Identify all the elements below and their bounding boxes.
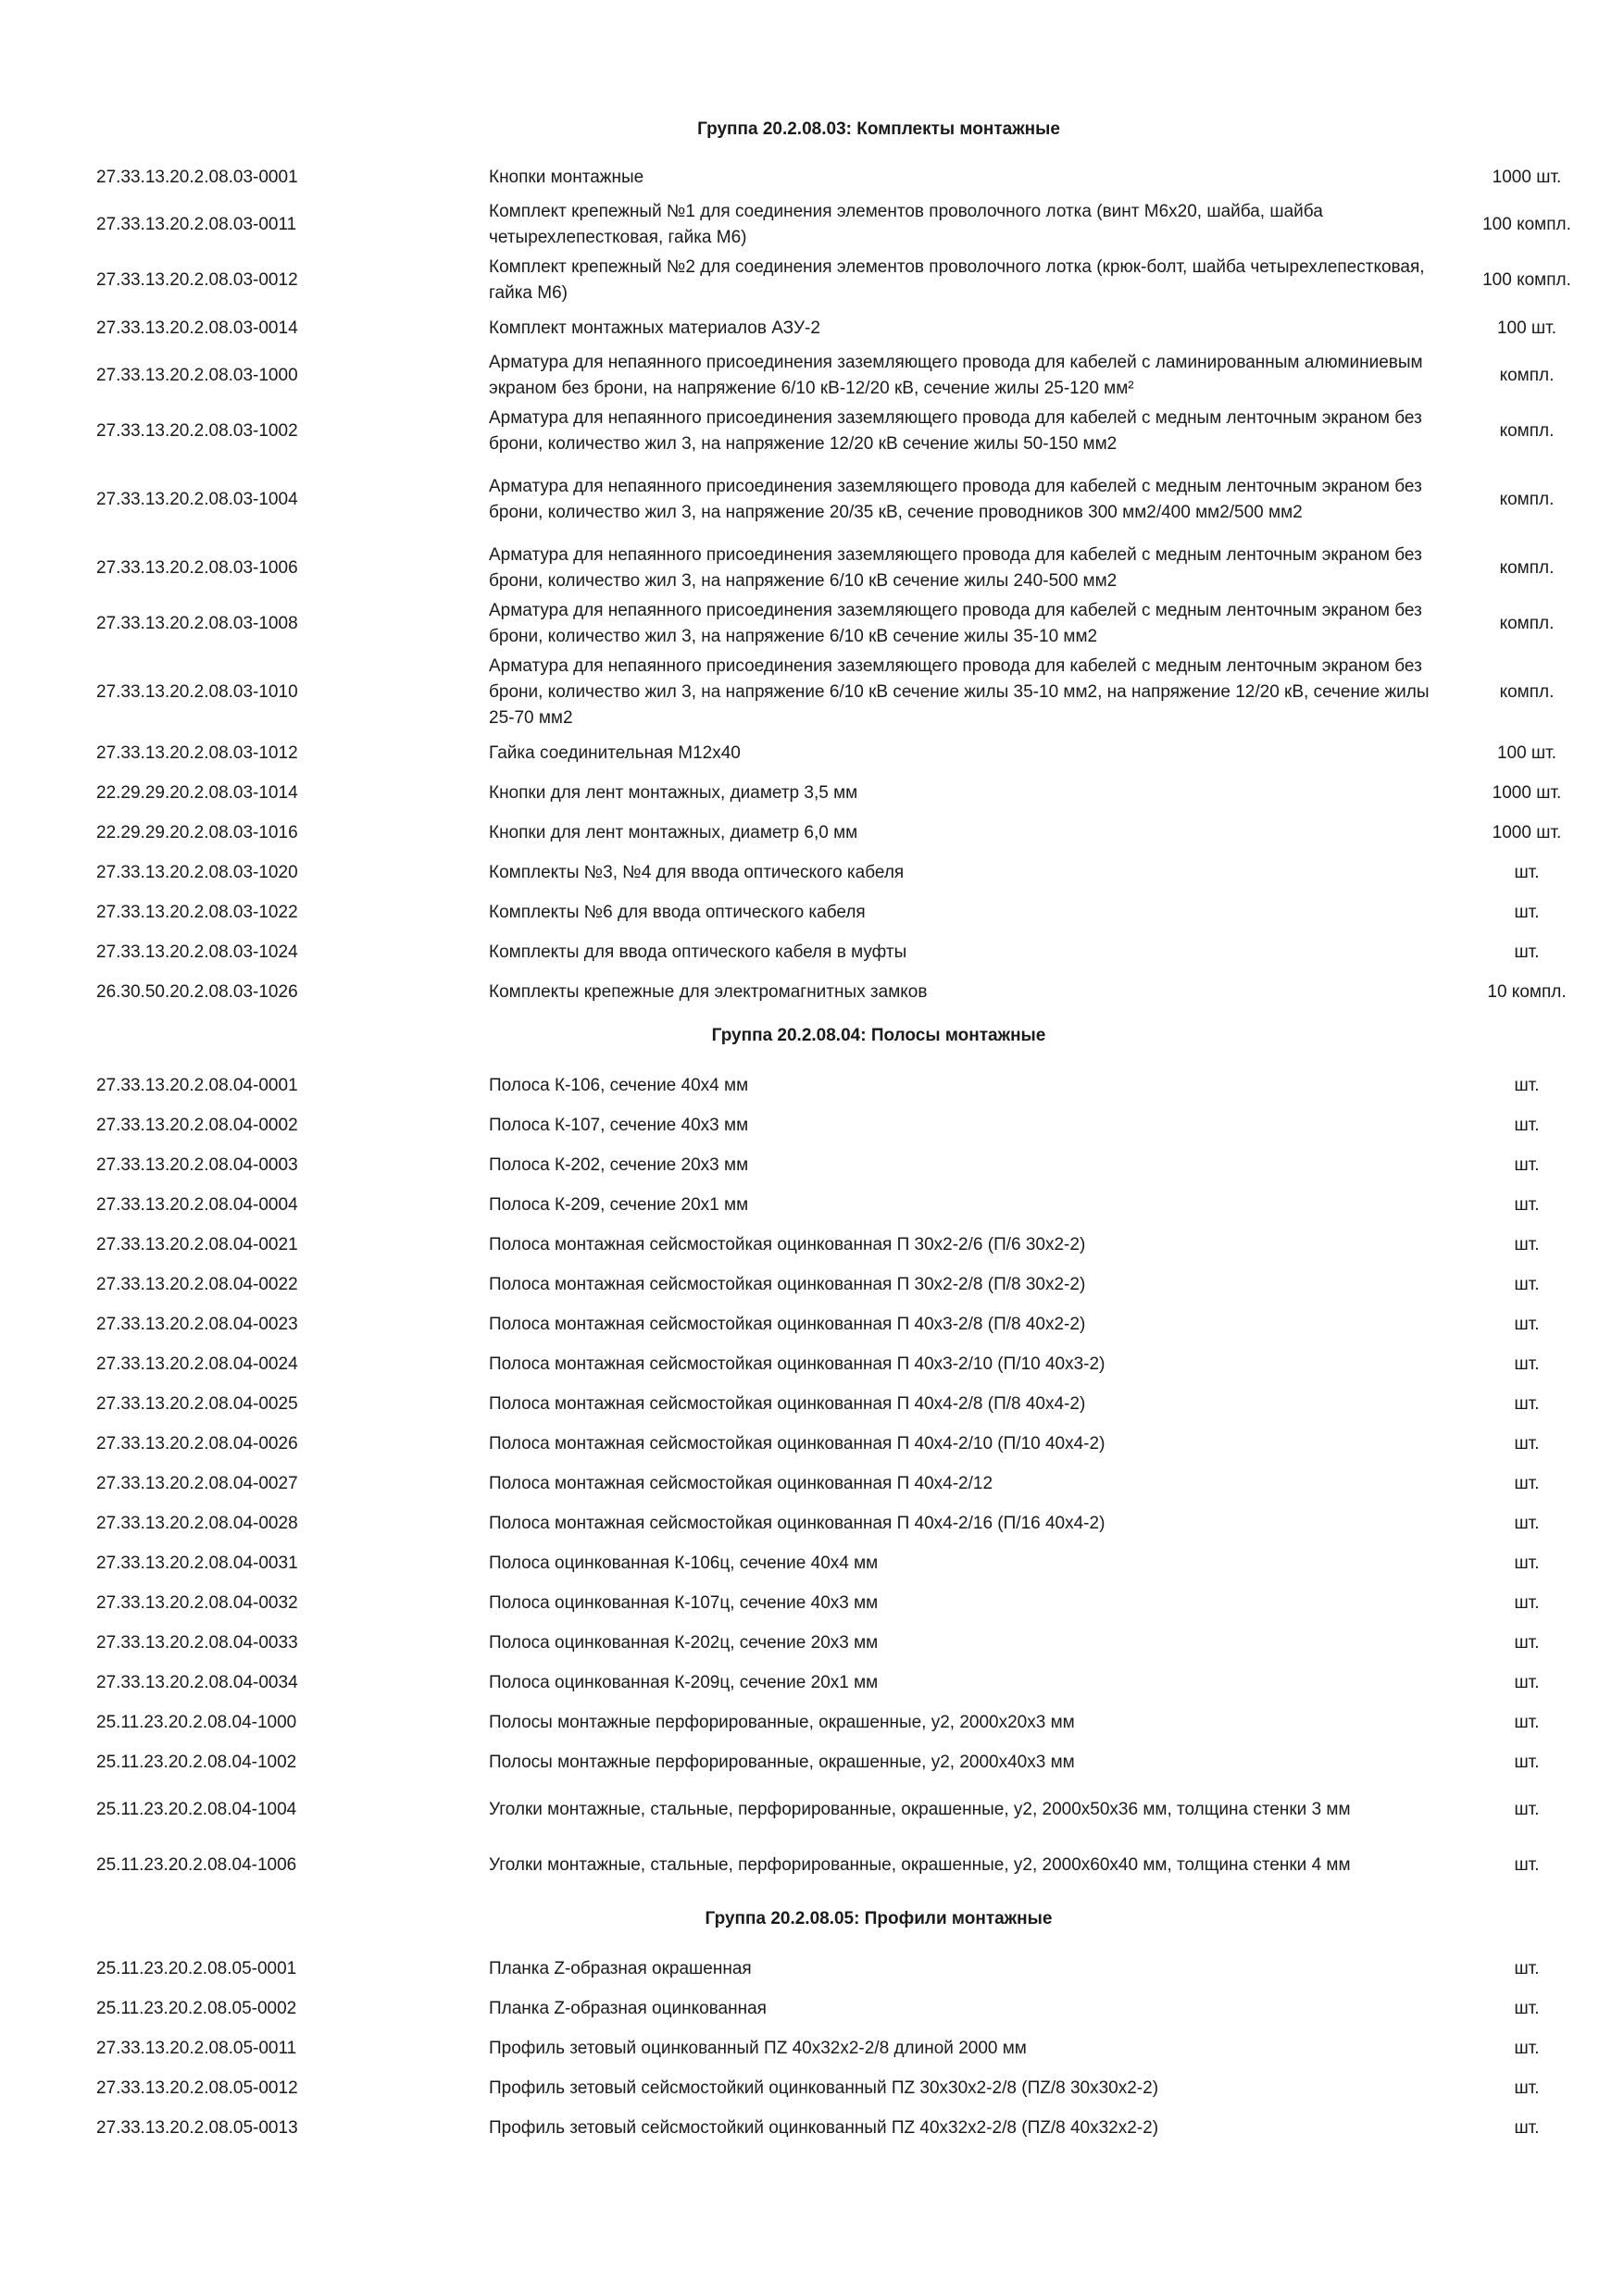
item-code: 27.33.13.20.2.08.03-1008 <box>96 614 298 633</box>
table-row <box>96 1742 1587 1782</box>
item-name: Полоса монтажная сейсмостойкая оцинкованная П 30х2-2/8 (П/8 30х2-2) <box>489 1274 1086 1294</box>
group-title: Группа 20.2.08.03: Комплекты монтажные <box>697 119 1060 139</box>
item-code: 27.33.13.20.2.08.04-0003 <box>96 1154 298 1175</box>
table-row <box>96 733 1587 773</box>
item-code: 27.33.13.20.2.08.03-0012 <box>96 270 298 290</box>
group-section <box>96 1893 1587 2148</box>
item-unit: шт. <box>1514 1712 1540 1732</box>
item-code: 27.33.13.20.2.08.05-0011 <box>96 2038 297 2058</box>
item-unit: шт. <box>1514 1672 1540 1692</box>
table-row <box>96 253 1587 308</box>
table-row <box>96 652 1587 733</box>
item-unit: шт. <box>1514 1274 1540 1294</box>
table-row <box>96 932 1587 972</box>
item-unit: 100 шт. <box>1496 742 1557 763</box>
item-name: Комплекты крепежные для электромагнитных замков <box>489 981 928 1002</box>
item-name: Полосы монтажные перфорированные, окрашенные, у2, 2000х40х3 мм <box>489 1752 1075 1772</box>
item-name: Комплект крепежный №2 для соединения элементов проволочного лотка (крюк-болт, шайба четырехлепестковая, гайка М6) <box>489 257 1425 303</box>
item-code: 27.33.13.20.2.08.04-0023 <box>96 1314 298 1334</box>
item-unit: 1000 шт. <box>1492 782 1562 803</box>
item-code: 25.11.23.20.2.08.05-0001 <box>96 1958 297 1978</box>
item-name: Профиль зетовый сейсмостойкий оцинкованный ПZ 30х30х2-2/8 (ПZ/8 30х30х2-2) <box>489 2078 1159 2098</box>
item-name: Полосы монтажные перфорированные, окрашенные, у2, 2000х20х3 мм <box>489 1712 1075 1732</box>
table-row <box>96 773 1587 813</box>
group-title: Группа 20.2.08.04: Полосы монтажные <box>711 1026 1046 1045</box>
table-row <box>96 157 1587 197</box>
item-unit: шт. <box>1514 2078 1540 2098</box>
item-code: 27.33.13.20.2.08.04-0026 <box>96 1433 298 1454</box>
item-code: 27.33.13.20.2.08.04-0027 <box>96 1473 298 1493</box>
table-row <box>96 348 1587 404</box>
item-name: Полоса К-106, сечение 40х4 мм <box>489 1075 749 1095</box>
item-name: Комплекты для ввода оптического кабеля в муфты <box>489 942 907 962</box>
item-unit: шт. <box>1514 1234 1540 1254</box>
table-row <box>96 1424 1587 1464</box>
item-unit: шт. <box>1514 1513 1540 1533</box>
item-name: Арматура для непаянного присоединения заземляющего провода для кабелей с медным ленточным экраном без брони, количество жил 3, на напряжение 12/20 кВ сечение жилы 50-150 мм2 <box>489 408 1422 454</box>
item-name: Полоса монтажная сейсмостойкая оцинкованная П 40х4-2/8 (П/8 40х4-2) <box>489 1393 1086 1414</box>
item-unit: компл. <box>1499 421 1555 441</box>
table-row <box>96 1989 1587 2028</box>
item-unit: шт. <box>1514 1592 1540 1613</box>
table-row <box>96 1225 1587 1265</box>
item-unit: 100 компл. <box>1482 270 1571 290</box>
item-code: 27.33.13.20.2.08.04-0033 <box>96 1632 298 1653</box>
item-unit: 1000 шт. <box>1492 822 1562 842</box>
table-row <box>96 1949 1587 1989</box>
item-name: Полоса монтажная сейсмостойкая оцинкованная П 40х3-2/8 (П/8 40х2-2) <box>489 1314 1086 1334</box>
item-code: 25.11.23.20.2.08.04-1000 <box>96 1712 297 1732</box>
item-name: Профиль зетовый сейсмостойкий оцинкованный ПZ 40х32х2-2/8 (ПZ/8 40х32х2-2) <box>489 2117 1159 2138</box>
table-row <box>96 892 1587 932</box>
item-name: Арматура для непаянного присоединения заземляющего провода для кабелей с медным ленточным экраном без брони, количество жил 3, на напряжение 6/10 кВ сечение жилы 35-10 мм2 <box>489 601 1422 646</box>
item-code: 27.33.13.20.2.08.03-1000 <box>96 366 298 385</box>
table-row <box>96 1145 1587 1185</box>
table-row <box>96 1504 1587 1543</box>
item-unit: шт. <box>1514 1752 1540 1772</box>
item-code: 25.11.23.20.2.08.04-1002 <box>96 1752 297 1772</box>
item-code: 27.33.13.20.2.08.03-0001 <box>96 167 298 187</box>
item-name: Кнопки для лент монтажных, диаметр 3,5 мм <box>489 782 858 803</box>
table-row <box>96 2068 1587 2108</box>
item-name: Полоса К-209, сечение 20х1 мм <box>489 1194 749 1215</box>
item-code: 27.33.13.20.2.08.03-1006 <box>96 558 298 578</box>
item-code: 27.33.13.20.2.08.04-0024 <box>96 1354 298 1374</box>
item-code: 27.33.13.20.2.08.04-0028 <box>96 1513 298 1533</box>
item-unit: шт. <box>1514 1632 1540 1653</box>
item-name: Планка Z-образная окрашенная <box>489 1958 752 1978</box>
item-name: Полоса монтажная сейсмостойкая оцинкованная П 30х2-2/6 (П/6 30х2-2) <box>489 1234 1086 1254</box>
item-unit: шт. <box>1514 1194 1540 1215</box>
item-unit: шт. <box>1514 1958 1540 1978</box>
table-row <box>96 1304 1587 1344</box>
table-row <box>96 1782 1587 1838</box>
item-name: Полоса монтажная сейсмостойкая оцинкованная П 40х4-2/16 (П/16 40х4-2) <box>489 1513 1106 1533</box>
item-code: 27.33.13.20.2.08.04-0034 <box>96 1672 298 1692</box>
item-code: 27.33.13.20.2.08.04-0021 <box>96 1234 298 1254</box>
table-row <box>96 308 1587 348</box>
table-row <box>96 1384 1587 1424</box>
table-row <box>96 853 1587 892</box>
item-unit: шт. <box>1514 1800 1540 1819</box>
item-unit: шт. <box>1514 1115 1540 1135</box>
item-code: 27.33.13.20.2.08.03-1020 <box>96 862 298 882</box>
group-title: Группа 20.2.08.05: Профили монтажные <box>705 1909 1053 1928</box>
table-row <box>96 1583 1587 1623</box>
item-code: 25.11.23.20.2.08.05-0002 <box>96 1998 297 2018</box>
item-code: 27.33.13.20.2.08.04-0025 <box>96 1393 298 1414</box>
item-name: Полоса оцинкованная К-107ц, сечение 40х3 мм <box>489 1592 879 1613</box>
item-unit: компл. <box>1499 490 1555 509</box>
table-row <box>96 404 1587 459</box>
table-row <box>96 1105 1587 1145</box>
item-unit: шт. <box>1514 1075 1540 1095</box>
item-unit: шт. <box>1514 2038 1540 2058</box>
item-code: 27.33.13.20.2.08.03-1024 <box>96 942 298 962</box>
table-row <box>96 1838 1587 1893</box>
item-unit: шт. <box>1514 942 1540 962</box>
item-code: 22.29.29.20.2.08.03-1016 <box>96 822 298 842</box>
item-name: Арматура для непаянного присоединения заземляющего провода для кабелей с ламинированным алюминиевым экраном без брони, на напряжение 6/10 кВ-12/20 кВ, сечение жилы 25-120 мм² <box>489 353 1423 398</box>
item-name: Уголки монтажные, стальные, перфорированные, окрашенные, у2, 2000х50х36 мм, толщина стенки 3 мм <box>489 1800 1351 1819</box>
item-table <box>96 157 1587 1012</box>
item-name: Комплекты №3, №4 для ввода оптического кабеля <box>489 862 905 882</box>
item-code: 27.33.13.20.2.08.03-1022 <box>96 902 298 922</box>
item-name: Полоса монтажная сейсмостойкая оцинкованная П 40х3-2/10 (П/10 40х3-2) <box>489 1354 1106 1374</box>
item-unit: шт. <box>1514 1855 1540 1875</box>
item-unit: компл. <box>1499 558 1555 578</box>
item-code: 27.33.13.20.2.08.03-1010 <box>96 682 298 702</box>
item-code: 27.33.13.20.2.08.04-0022 <box>96 1274 298 1294</box>
item-unit: 100 компл. <box>1482 215 1571 234</box>
item-unit: шт. <box>1514 1354 1540 1374</box>
table-row <box>96 1344 1587 1384</box>
item-unit: шт. <box>1514 1473 1540 1493</box>
item-code: 27.33.13.20.2.08.03-0014 <box>96 318 298 338</box>
table-row <box>96 813 1587 853</box>
group-section <box>96 117 1587 1012</box>
item-unit: шт. <box>1514 2117 1540 2138</box>
item-unit: шт. <box>1514 1553 1540 1573</box>
item-name: Полоса монтажная сейсмостойкая оцинкованная П 40х4-2/12 <box>489 1473 993 1493</box>
table-row <box>96 459 1587 541</box>
item-code: 27.33.13.20.2.08.05-0013 <box>96 2117 298 2138</box>
group-section <box>96 1012 1587 1893</box>
item-code: 27.33.13.20.2.08.03-1002 <box>96 421 298 441</box>
table-row <box>96 596 1587 652</box>
table-row <box>96 1066 1587 1105</box>
item-unit: шт. <box>1514 1393 1540 1414</box>
table-row <box>96 1185 1587 1225</box>
item-code: 25.11.23.20.2.08.04-1004 <box>96 1800 297 1819</box>
table-row <box>96 972 1587 1012</box>
item-name: Комплект монтажных материалов АЗУ-2 <box>489 318 820 338</box>
item-name: Арматура для непаянного присоединения заземляющего провода для кабелей с медным ленточным экраном без брони, количество жил 3, на напряжение 20/35 кВ, сечение проводников 300 мм2/400 мм2/500 мм2 <box>489 477 1422 522</box>
item-code: 27.33.13.20.2.08.03-1012 <box>96 742 298 763</box>
item-code: 27.33.13.20.2.08.05-0012 <box>96 2078 298 2098</box>
item-name: Уголки монтажные, стальные, перфорированные, окрашенные, у2, 2000х60х40 мм, толщина стенки 4 мм <box>489 1855 1351 1875</box>
item-table <box>96 1949 1587 2148</box>
item-name: Планка Z-образная оцинкованная <box>489 1998 767 2018</box>
table-row <box>96 1663 1587 1703</box>
table-row <box>96 1623 1587 1663</box>
table-row <box>96 197 1587 253</box>
item-name: Полоса монтажная сейсмостойкая оцинкованная П 40х4-2/10 (П/10 40х4-2) <box>489 1433 1106 1454</box>
item-unit: 10 компл. <box>1487 981 1567 1002</box>
item-unit: шт. <box>1514 1433 1540 1454</box>
item-name: Кнопки для лент монтажных, диаметр 6,0 мм <box>489 822 858 842</box>
table-row <box>96 1703 1587 1742</box>
item-code: 22.29.29.20.2.08.03-1014 <box>96 782 298 803</box>
item-unit: компл. <box>1499 682 1555 702</box>
table-row <box>96 2108 1587 2148</box>
item-name: Гайка соединительная М12х40 <box>489 742 741 763</box>
table-row <box>96 1543 1587 1583</box>
item-name: Полоса оцинкованная К-106ц, сечение 40х4 мм <box>489 1553 879 1573</box>
table-row <box>96 1464 1587 1504</box>
item-unit: шт. <box>1514 1314 1540 1334</box>
item-name: Полоса оцинкованная К-202ц, сечение 20х3 мм <box>489 1632 879 1653</box>
item-code: 27.33.13.20.2.08.04-0004 <box>96 1194 298 1215</box>
item-unit: компл. <box>1499 614 1555 633</box>
table-row <box>96 541 1587 596</box>
item-unit: шт. <box>1514 862 1540 882</box>
item-code: 27.33.13.20.2.08.04-0031 <box>96 1553 298 1573</box>
item-name: Арматура для непаянного присоединения заземляющего провода для кабелей с медным ленточным экраном без брони, количество жил 3, на напряжение 6/10 кВ сечение жилы 240-500 мм2 <box>489 545 1422 591</box>
item-name: Кнопки монтажные <box>489 167 644 187</box>
item-code: 27.33.13.20.2.08.04-0001 <box>96 1075 298 1095</box>
item-code: 27.33.13.20.2.08.03-0011 <box>96 215 297 234</box>
item-table <box>96 1066 1587 1893</box>
item-unit: шт. <box>1514 1154 1540 1175</box>
item-unit: шт. <box>1514 1998 1540 2018</box>
item-unit: шт. <box>1514 902 1540 922</box>
item-code: 27.33.13.20.2.08.03-1004 <box>96 490 298 509</box>
item-name: Арматура для непаянного присоединения заземляющего провода для кабелей с медным ленточным экраном без брони, количество жил 3, на напряжение 6/10 кВ сечение жилы 35-10 мм2, на напряжение 12/20 кВ, сечение жилы 25-70 мм2 <box>489 656 1430 728</box>
item-name: Комплект крепежный №1 для соединения элементов проволочного лотка (винт М6х20, шайба, шайба четырехлепестковая, гайка М6) <box>489 202 1323 247</box>
item-code: 27.33.13.20.2.08.04-0002 <box>96 1115 298 1135</box>
item-name: Профиль зетовый оцинкованный ПZ 40х32х2-2/8 длиной 2000 мм <box>489 2038 1027 2058</box>
item-code: 27.33.13.20.2.08.04-0032 <box>96 1592 298 1613</box>
item-code: 26.30.50.20.2.08.03-1026 <box>96 981 298 1002</box>
item-unit: 1000 шт. <box>1492 167 1562 187</box>
item-code: 25.11.23.20.2.08.04-1006 <box>96 1855 297 1875</box>
item-name: Комплекты №6 для ввода оптического кабеля <box>489 902 866 922</box>
item-name: Полоса К-202, сечение 20х3 мм <box>489 1154 749 1175</box>
table-row <box>96 1265 1587 1304</box>
item-unit: компл. <box>1499 366 1555 385</box>
document-page <box>96 117 1587 2148</box>
item-name: Полоса К-107, сечение 40х3 мм <box>489 1115 749 1135</box>
table-row <box>96 2028 1587 2068</box>
item-name: Полоса оцинкованная К-209ц, сечение 20х1 мм <box>489 1672 879 1692</box>
item-unit: 100 шт. <box>1496 318 1557 338</box>
